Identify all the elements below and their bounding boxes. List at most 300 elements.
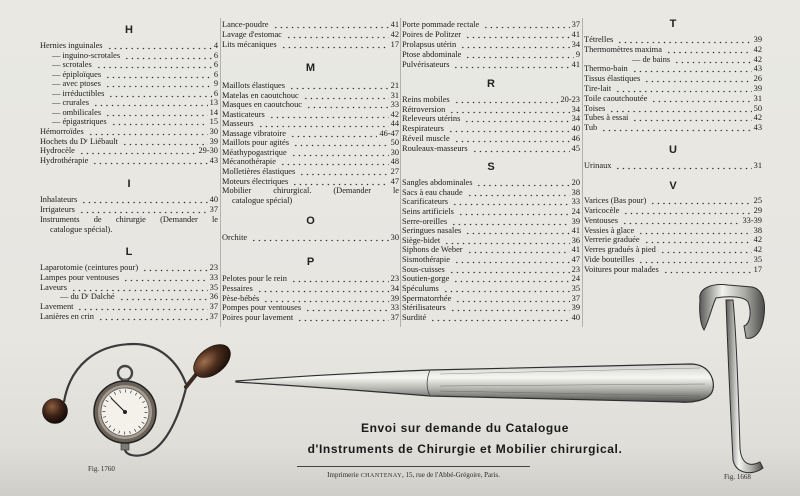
entry-page: 30 <box>390 147 399 157</box>
entry-label: Hochets du Dʳ Liébault <box>40 136 118 146</box>
entry-page: 33 <box>390 100 399 110</box>
entry-label: Spermatorrhée <box>402 293 452 303</box>
index-entry <box>584 235 762 245</box>
printer-name: CHANTENAY <box>360 473 402 479</box>
entry-page: 45 <box>571 143 580 153</box>
entry-label: Releveurs utérins <box>402 114 461 124</box>
entry-label: Moteurs électriques <box>222 176 289 186</box>
entry-page: 17 <box>753 265 762 275</box>
dot-leader <box>302 91 389 101</box>
dot-leader <box>118 292 208 302</box>
entry-label: Matelas en caoutchouc <box>222 90 299 100</box>
dot-leader <box>107 89 211 99</box>
index-entry <box>40 60 218 70</box>
index-entry <box>402 60 580 70</box>
index-entry <box>40 312 218 322</box>
entry-page: 37 <box>571 293 580 303</box>
entry-label: Lavement <box>40 302 74 312</box>
entry-label: Irrigateurs <box>40 205 75 214</box>
footer-rule <box>297 466 530 467</box>
dot-leader <box>257 119 389 129</box>
entry-label: Méathypogastrique <box>222 147 287 157</box>
dot-leader <box>95 60 212 70</box>
entry-page: 37 <box>390 313 399 323</box>
entry-page: 25 <box>753 196 762 205</box>
blade <box>236 364 713 402</box>
entry-page: 41 <box>571 30 580 39</box>
dot-leader <box>304 303 389 313</box>
index-entry <box>402 255 580 265</box>
entry-label: Poires de Politzer <box>402 30 462 39</box>
entry-label: Laparotomie (ceintures pour) <box>40 263 139 272</box>
entry-page: 42 <box>753 245 762 255</box>
index-entry <box>402 95 580 105</box>
index-entry <box>584 226 762 236</box>
entry-label: Hydrothérapie <box>40 155 89 165</box>
index-entry <box>222 177 399 187</box>
entry-page: 6 <box>213 60 218 70</box>
index-entry <box>40 89 218 99</box>
index-entry <box>222 119 399 129</box>
section-letter-l: L <box>125 246 133 258</box>
dot-leader <box>110 117 208 127</box>
index-column <box>402 0 580 330</box>
entry-page: 36 <box>209 292 218 302</box>
entry-label: Masseurs <box>222 119 254 129</box>
entry-page: 41 <box>571 245 580 255</box>
index-entry <box>222 284 399 294</box>
section-letter-i: I <box>127 178 131 190</box>
dot-leader <box>475 178 569 188</box>
blade-illustration <box>236 364 713 402</box>
entry-page: 33-39 <box>742 215 762 225</box>
entry-label: Hémorroïdes <box>40 126 84 136</box>
index-entry <box>222 91 399 101</box>
entry-page: 35 <box>753 255 762 265</box>
entry-label: Massage vibratoire <box>222 128 286 138</box>
dot-leader <box>442 284 570 294</box>
index-entry <box>584 74 762 84</box>
dot-leader <box>649 196 751 206</box>
entry-label: Masticateurs <box>222 109 265 119</box>
dot-leader <box>637 255 751 265</box>
index-entry <box>402 294 580 304</box>
dot-leader <box>97 312 208 322</box>
entry-label: Mécanothérapie <box>222 157 276 167</box>
index-entry <box>222 274 399 284</box>
index-entry <box>584 196 762 206</box>
entry-label: Poires pour lavement <box>222 313 294 323</box>
index-entry <box>222 186 399 196</box>
dot-leader <box>464 50 574 60</box>
entry-label: Soutien-gorge <box>402 274 450 284</box>
entry-label: Maillots pour agités <box>222 138 289 148</box>
entry-page: 39 <box>753 84 762 93</box>
entry-label: Vessies à glace <box>584 225 635 235</box>
dot-leader <box>288 81 389 91</box>
entry-label: Hernies inguinales <box>40 41 103 50</box>
entry-page: 47 <box>390 176 399 186</box>
dot-leader <box>447 124 570 134</box>
entry-page: 38 <box>571 187 580 197</box>
entry-label: Sangles abdominales <box>402 178 473 187</box>
entry-label: Verrerie graduée <box>584 235 640 245</box>
index-entry <box>584 84 762 94</box>
dot-leader <box>673 55 751 65</box>
dot-leader <box>272 20 389 30</box>
entry-label: Lavage d'estomac <box>222 30 282 39</box>
column-divider <box>400 18 401 327</box>
dot-leader <box>78 205 208 215</box>
entry-label: Lampes pour ventouses <box>40 272 120 282</box>
entry-label: Pompes pour ventouses <box>222 303 302 313</box>
index-entry <box>402 124 580 134</box>
entry-label: Lance-poudre <box>222 20 269 29</box>
entry-label: — avec ptoses <box>52 79 101 89</box>
index-entry <box>584 255 762 265</box>
index-entry <box>584 216 762 226</box>
index-entry <box>402 226 580 236</box>
printer-imprint <box>280 471 547 481</box>
dot-leader <box>268 110 389 120</box>
entry-page: 37 <box>209 205 218 214</box>
entry-label: Thermo-bain <box>584 64 628 74</box>
index-entry <box>40 127 218 137</box>
entry-label: Thermomètres maxima <box>584 44 662 54</box>
entry-label: Siphons de Weber <box>402 245 463 255</box>
entry-page: 23 <box>571 264 580 274</box>
entry-label: — scrotales <box>52 60 92 70</box>
dot-leader <box>631 113 751 123</box>
entry-page: 29 <box>753 205 762 215</box>
dot-leader <box>457 207 570 217</box>
column-divider <box>220 18 221 327</box>
dot-leader <box>292 138 389 148</box>
entry-page: 17 <box>390 40 399 49</box>
index-entry <box>402 40 580 50</box>
dot-leader <box>429 313 569 323</box>
entry-label: — du Dʳ Dalché <box>60 292 115 302</box>
dot-leader <box>454 294 569 304</box>
index-entry <box>402 284 580 294</box>
entry-label: Instruments de chirurgie (Demander le <box>40 215 218 224</box>
dot-leader <box>256 284 389 294</box>
index-entry <box>584 206 762 216</box>
index-entry <box>584 45 762 55</box>
entry-page: 15 <box>209 117 218 127</box>
entry-label: Serre-oreilles <box>402 216 448 226</box>
entry-label: Lits mécaniques <box>222 40 277 49</box>
dot-leader <box>78 146 197 156</box>
entry-page: 23 <box>390 274 399 283</box>
entry-label: Réveil muscle <box>402 133 450 143</box>
entry-label: Prolapsus utérin <box>402 40 457 49</box>
entry-label: Seringues nasales <box>402 226 462 236</box>
index-entry <box>40 117 218 127</box>
index-column <box>40 0 218 330</box>
index-entry <box>222 294 399 304</box>
dot-leader <box>305 100 389 110</box>
dot-leader <box>464 30 570 40</box>
entry-page: 48 <box>390 157 399 167</box>
index-entry <box>222 138 399 148</box>
entry-label: Seins artificiels <box>402 206 454 216</box>
entry-label: Sous-cuisses <box>402 264 445 274</box>
dot-leader <box>662 265 752 275</box>
dot-leader <box>600 123 751 133</box>
dot-leader <box>622 206 751 216</box>
entry-label: Porte pommade rectale <box>402 20 480 29</box>
dot-leader <box>643 235 752 245</box>
index-entry <box>222 303 399 313</box>
figure-label-left: Fig. 1760 <box>88 465 115 473</box>
entry-page: 42 <box>390 30 399 39</box>
entry-page: 38 <box>753 225 762 235</box>
dot-leader <box>450 217 570 227</box>
entry-page: 33 <box>571 197 580 207</box>
entry-page: 34 <box>571 40 580 49</box>
index-entry <box>402 188 580 198</box>
dot-leader <box>80 195 207 205</box>
entry-label: Surdité <box>402 312 427 322</box>
entry-label: Toises <box>584 103 606 113</box>
entry-page: 39 <box>753 35 762 44</box>
entry-label: Tub <box>584 123 598 133</box>
entry-page: 35 <box>571 284 580 294</box>
entry-page: 35 <box>209 282 218 292</box>
entry-page: 23 <box>209 263 218 272</box>
dot-leader <box>122 273 208 283</box>
index-entry <box>402 114 580 124</box>
entry-page: 34 <box>571 114 580 124</box>
dot-leader <box>453 95 559 105</box>
entry-page: 33 <box>209 272 218 282</box>
entry-label: Inhalateurs <box>40 195 78 204</box>
index-entry <box>402 20 580 30</box>
index-entry <box>402 105 580 115</box>
index-entry <box>40 195 218 205</box>
index-entry <box>222 40 399 50</box>
entry-label: Pèse-bébés <box>222 293 260 303</box>
entry-label: — ombilicales <box>52 107 102 117</box>
index-entry <box>584 55 762 65</box>
index-entry <box>402 313 580 323</box>
dot-leader <box>459 40 569 50</box>
entry-page: 6 <box>213 50 218 60</box>
entry-page: 20-23 <box>560 95 580 104</box>
index-entry <box>40 263 218 273</box>
dot-leader <box>614 161 751 171</box>
dot-leader <box>471 144 570 154</box>
index-entry <box>222 233 399 243</box>
index-entry <box>402 30 580 40</box>
entry-label: Hydrocèle <box>40 146 75 156</box>
dot-leader <box>443 236 569 246</box>
index-entry <box>222 167 399 177</box>
entry-label: Vide bouteilles <box>584 255 635 265</box>
entry-page: 47 <box>571 255 580 265</box>
dot-leader <box>463 114 569 124</box>
entry-page: 9 <box>213 79 218 89</box>
entry-label: Scarificateurs <box>402 197 449 207</box>
entry-page: 31 <box>753 161 762 170</box>
section-letter-v: V <box>669 180 677 192</box>
entry-label: catalogue spécial) <box>232 195 293 205</box>
index-entry <box>40 156 218 166</box>
entry-page: 26 <box>753 74 762 84</box>
rubber-ball <box>43 399 68 424</box>
index-entry <box>40 137 218 147</box>
dot-leader <box>482 20 569 30</box>
dot-leader <box>453 255 570 265</box>
dot-leader <box>616 35 751 45</box>
entry-label: Maillots élastiques <box>222 81 286 90</box>
dot-leader <box>290 148 389 158</box>
entry-page: 50 <box>390 138 399 148</box>
entry-label: Tissus élastiques <box>584 74 641 84</box>
entry-page: 21 <box>390 81 399 90</box>
dot-leader <box>92 98 208 108</box>
entry-label: Orchite <box>222 233 248 242</box>
entry-page: 41 <box>390 20 399 29</box>
section-letter-u: U <box>669 144 677 156</box>
index-entry <box>40 146 218 156</box>
entry-page: 43 <box>753 123 762 133</box>
dot-leader <box>123 51 212 61</box>
dot-leader <box>659 245 752 255</box>
index-entry <box>40 215 218 225</box>
dot-leader <box>643 74 751 84</box>
entry-label: Rouleaux-masseurs <box>402 143 468 153</box>
dot-leader <box>448 265 570 275</box>
index-entry <box>402 236 580 246</box>
index-entry <box>40 98 218 108</box>
entry-page: 40 <box>209 195 218 204</box>
printer-address: , 15, rue de l'Abbé-Grégoire, Paris. <box>401 471 500 479</box>
entry-label: Urinaux <box>584 161 612 170</box>
aspirator-illustration <box>43 338 237 456</box>
index-entry <box>222 81 399 91</box>
entry-label: Tire-lait <box>584 84 612 93</box>
dot-leader <box>296 313 388 323</box>
entry-page: 9 <box>575 50 580 59</box>
index-entry <box>222 30 399 40</box>
dot-leader <box>298 167 388 177</box>
entry-label: Stérilisateurs <box>402 303 446 313</box>
index-entry <box>222 129 399 139</box>
dot-leader <box>289 129 377 139</box>
entry-label: — inguino-scrotales <box>52 50 121 60</box>
dot-leader <box>466 245 570 255</box>
entry-label: Voitures pour malades <box>584 265 659 275</box>
index-entry <box>402 265 580 275</box>
index-entry <box>402 217 580 227</box>
entry-page: 14 <box>209 107 218 117</box>
index-entry <box>40 283 218 293</box>
entry-label: — crurales <box>52 98 89 108</box>
entry-page: 30 <box>390 233 399 242</box>
entry-label: Ptose abdominale <box>402 50 462 59</box>
index-entry <box>402 197 580 207</box>
figure-label-right: Fig. 1668 <box>724 473 751 481</box>
index-entry <box>584 64 762 74</box>
entry-page: 44 <box>390 119 399 129</box>
entry-page: 24 <box>571 274 580 284</box>
entry-label: Mobilier chirurgical. (Demander le <box>222 186 399 196</box>
entry-label: Lanières en crin <box>40 312 94 321</box>
entry-page: 31 <box>753 93 762 103</box>
index-entry <box>222 110 399 120</box>
index-entry <box>402 245 580 255</box>
entry-label: Masques en caoutchouc <box>222 100 303 110</box>
index-entry <box>584 35 762 45</box>
entry-page: 42 <box>753 54 762 64</box>
entry-page: 31 <box>390 90 399 100</box>
index-entry <box>40 41 218 51</box>
entry-page: 41 <box>571 226 580 236</box>
dot-leader <box>291 177 388 187</box>
entry-page: 40 <box>571 124 580 134</box>
dot-leader <box>631 64 752 74</box>
entry-page: 39 <box>209 136 218 146</box>
index-entry <box>40 205 218 215</box>
dot-leader <box>449 303 570 313</box>
catalogue-notice-line-2: d'Instruments de Chirurgie et Mobilier chirurgical. <box>307 442 623 456</box>
gauge-ring <box>118 366 132 380</box>
dot-leader <box>448 105 569 115</box>
dot-leader <box>121 137 208 147</box>
entry-page: 43 <box>209 155 218 165</box>
index-entry <box>584 94 762 104</box>
entry-page: 39 <box>390 293 399 303</box>
dot-leader <box>452 274 569 284</box>
entry-label: Sismothérapie <box>402 255 450 265</box>
entry-page: 27 <box>390 166 399 176</box>
entry-label: Respirateurs <box>402 124 444 134</box>
entry-label: Sacs à eau chaude <box>402 187 463 197</box>
entry-label: Ventouses <box>584 215 618 225</box>
index-entry <box>402 207 580 217</box>
index-entry <box>402 274 580 284</box>
entry-page: 24 <box>571 206 580 216</box>
entry-page: 42 <box>753 235 762 245</box>
dot-leader <box>87 127 208 137</box>
gauge-hub <box>123 410 127 414</box>
dot-leader <box>665 45 752 55</box>
entry-label: Molletières élastiques <box>222 166 296 176</box>
dot-leader <box>104 79 212 89</box>
section-letter-o: O <box>306 215 315 227</box>
entry-page: 39 <box>571 303 580 313</box>
dot-leader <box>104 70 212 80</box>
index-entry <box>584 113 762 123</box>
dot-leader <box>453 134 570 144</box>
dot-leader <box>285 30 389 40</box>
entry-page: 41 <box>571 60 580 69</box>
entry-page: 42 <box>753 113 762 123</box>
section-letter-r: R <box>487 78 495 90</box>
index-entry <box>584 245 762 255</box>
entry-page: 43 <box>753 64 762 74</box>
entry-page: 34 <box>390 283 399 293</box>
entry-page: 34 <box>571 104 580 114</box>
entry-label: Reins mobiles <box>402 95 450 104</box>
column-divider <box>582 18 583 327</box>
entry-label: Varices (Bas pour) <box>584 196 647 205</box>
entry-page: 13 <box>209 98 218 108</box>
section-letter-p: P <box>306 256 315 268</box>
index-entry <box>222 20 399 30</box>
